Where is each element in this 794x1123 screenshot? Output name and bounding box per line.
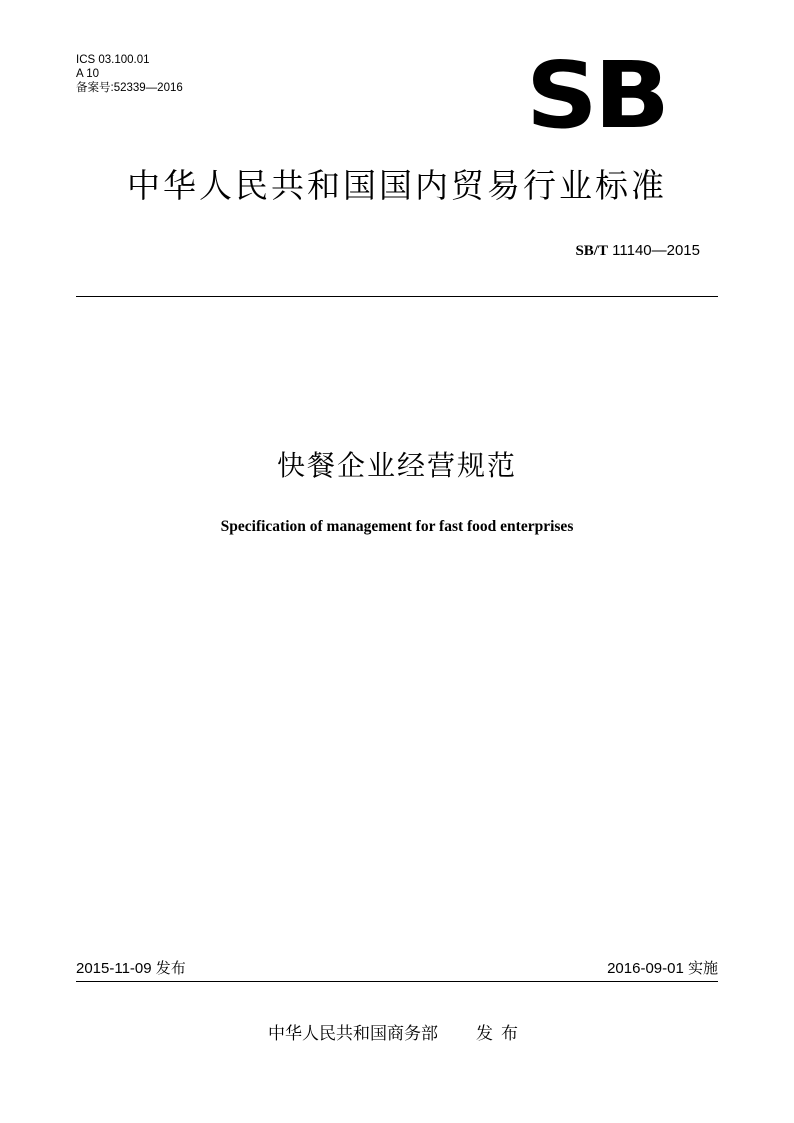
issue-date: 2015-11-09 发布 xyxy=(76,960,186,977)
standard-number xyxy=(575,240,700,262)
bottom-divider xyxy=(76,981,718,982)
standard-number-value: 11140—2015 xyxy=(612,242,700,259)
standard-category-title: 中华人民共和国国内贸易行业标准 xyxy=(127,166,667,205)
document-title-zh: 快餐企业经营规范 xyxy=(276,449,517,482)
issuer-action: 发布 xyxy=(476,1024,526,1044)
sb-logo: SB xyxy=(525,41,667,149)
implementation-date: 2016-09-01 实施 xyxy=(607,960,718,977)
document-title-en: Specification of management for fast food enterprises xyxy=(220,518,574,535)
standard-number-prefix: SB/T xyxy=(575,243,608,259)
issuer xyxy=(0,1021,794,1047)
ics-code: ICS 03.100.01 xyxy=(76,54,150,66)
top-divider xyxy=(76,296,718,297)
issuer-name: 中华人民共和国商务部 xyxy=(268,1024,438,1044)
record-number: 备案号:52339—2016 xyxy=(76,82,183,94)
classification-code: A 10 xyxy=(76,68,100,80)
